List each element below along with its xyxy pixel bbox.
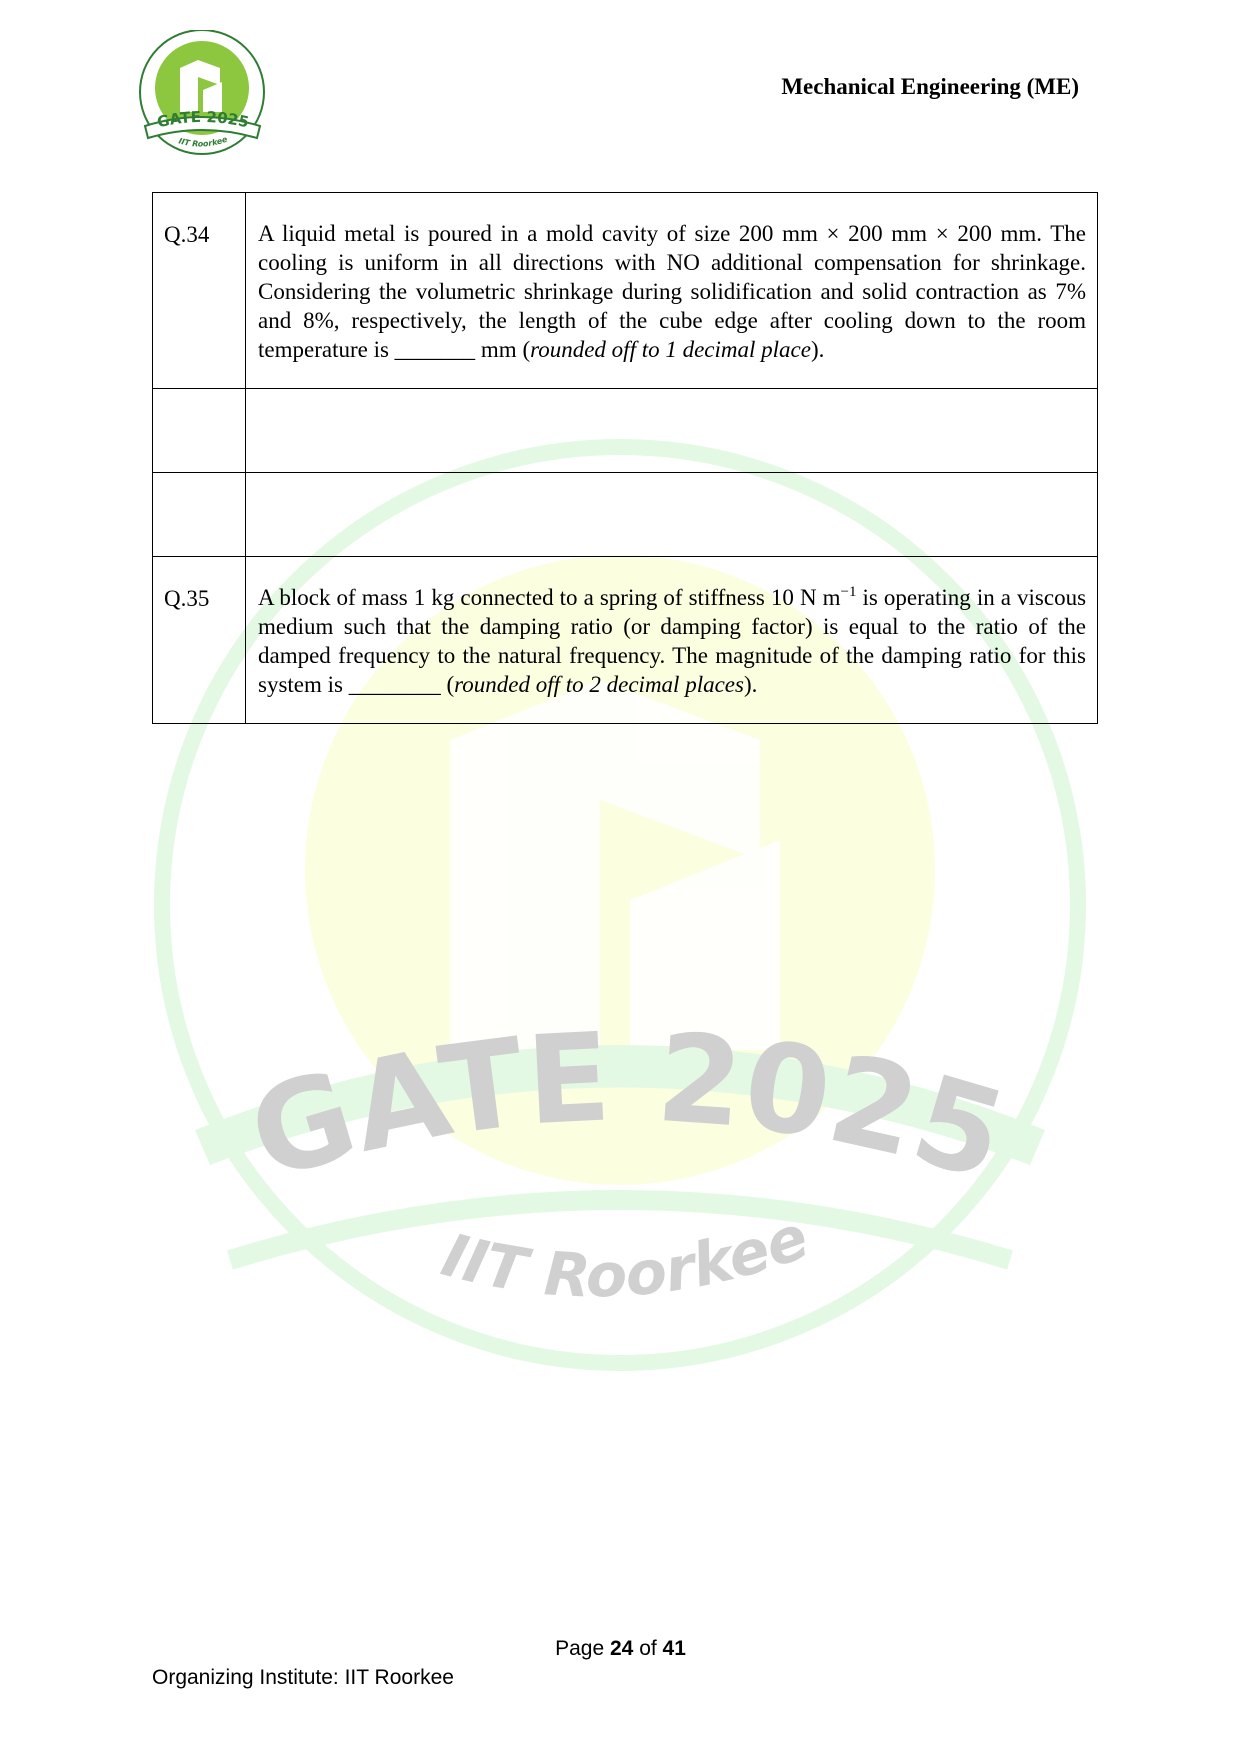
page-current: 24 bbox=[609, 1637, 634, 1660]
question-body: A block of mass 1 kg connected to a spring of stiffness 10 N m bbox=[258, 585, 841, 610]
question-text bbox=[246, 193, 1098, 389]
rounding-note: rounded off to 1 decimal place bbox=[530, 337, 811, 362]
question-number: Q.34 bbox=[153, 193, 246, 389]
page-header-title: Mechanical Engineering (ME) bbox=[781, 74, 1079, 99]
page-total: 41 bbox=[662, 1637, 686, 1660]
question-body: A liquid metal is poured in a mold cavity of size 200 mm × 200 mm × 200 mm. The cooling is uniform in all directions with NO additional compensation for shrinkage. Considering the volumetric shrinkage during solidification and solid contraction as 7% and 8%, respectively, the length of the cube edge after cooling down to the room temperature is bbox=[258, 221, 1086, 362]
rounding-note: rounded off to 2 decimal places bbox=[454, 672, 744, 697]
question-number: Q.35 bbox=[153, 557, 246, 724]
question-row bbox=[153, 193, 1098, 389]
empty-row bbox=[153, 389, 1098, 473]
empty-cell bbox=[246, 473, 1098, 557]
question-body-continued: is operating in a viscous medium such that the damping ratio (or damping factor) is equal to the ratio of the damped frequency to the natural frequency. The magnitude of the damping ratio for this system is bbox=[258, 585, 1087, 697]
open-paren: ( bbox=[446, 672, 455, 697]
gate-logo bbox=[135, 30, 270, 165]
answer-blank: ________ bbox=[348, 672, 441, 697]
questions-table bbox=[152, 192, 1098, 724]
logo-subtitle: IIT Roorkee bbox=[177, 134, 229, 149]
page-of: of bbox=[639, 1637, 657, 1660]
empty-cell bbox=[153, 473, 246, 557]
organizing-institute: Organizing Institute: IIT Roorkee bbox=[152, 1666, 454, 1689]
question-row bbox=[153, 557, 1098, 724]
answer-blank: _______ bbox=[394, 337, 476, 362]
page-number bbox=[0, 1637, 1241, 1661]
watermark-title: GATE 2025 bbox=[234, 1006, 1020, 1209]
watermark-subtitle: IIT Roorkee bbox=[434, 1202, 818, 1312]
superscript: −1 bbox=[840, 584, 857, 600]
page-prefix: Page bbox=[555, 1637, 605, 1660]
closing-text: ). bbox=[743, 672, 758, 697]
closing-text: ). bbox=[810, 337, 825, 362]
logo-title: GATE 2025 bbox=[155, 107, 251, 132]
question-text bbox=[246, 557, 1098, 724]
empty-row bbox=[153, 473, 1098, 557]
empty-cell bbox=[246, 389, 1098, 473]
unit-text: mm ( bbox=[480, 337, 531, 362]
empty-cell bbox=[153, 389, 246, 473]
